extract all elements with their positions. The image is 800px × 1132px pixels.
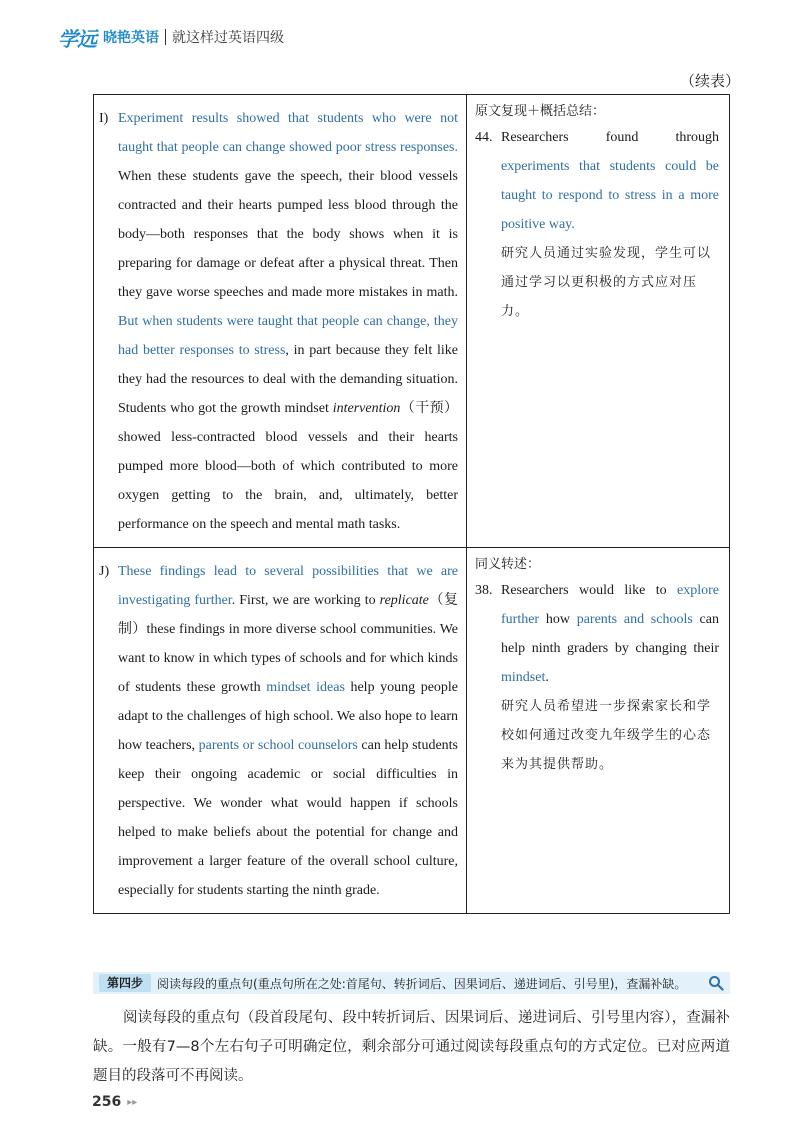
- highlighted-text: mindset: [501, 670, 546, 685]
- highlighted-text: These findings lead to several possibilities that we are investigating further: [118, 564, 458, 608]
- text-segment: how: [539, 612, 577, 627]
- paragraph-text: [94, 95, 466, 547]
- highlighted-text: explore further: [501, 583, 719, 627]
- body-paragraph: 阅读每段的重点句（段首段尾句、段中转折词后、因果词后、递进词后、引号里内容），查漏补缺。一般有7—8个左右句子可明确定位，剩余部分可通过阅读每段重点句的方式定位。已对应两道题目的段落可不再阅读。: [93, 1010, 730, 1084]
- continued-label: （续表）: [679, 72, 740, 90]
- text-segment: Researchers would like to: [501, 583, 678, 598]
- page-header: [58, 20, 284, 54]
- highlighted-text: experiments: [501, 159, 570, 174]
- question-statement: [475, 576, 719, 692]
- table-row: [94, 548, 730, 914]
- table-row: [94, 95, 730, 548]
- text-segment: . First, we are working to: [231, 593, 380, 608]
- highlighted-text: But when students were taught that people can change, they had better responses to stress: [118, 314, 458, 358]
- text-segment: Researchers found through: [501, 130, 719, 145]
- passage-cell: [94, 548, 467, 914]
- chinese-translation: 研究人员希望进一步探索家长和学校如何通过改变九年级学生的心态来为其提供帮助。: [501, 699, 712, 772]
- step-bar: [93, 972, 730, 994]
- paragraph-text: [94, 548, 466, 913]
- text-segment: When these students gave the speech, their blood vessels contracted and their hearts pumped less blood through the body—both responses that the body shows when it is preparing for damage or defeat after a physical threat. Then they gave worse speeches and made more mistakes in math.: [118, 169, 458, 300]
- page-arrows-icon: ▸▸: [127, 1096, 138, 1108]
- text-segment: .: [545, 670, 549, 685]
- analysis-heading: 原文复现＋概括总结：: [475, 104, 606, 119]
- text-segment: （干预）showed less-contracted blood vessels and their hearts pumped more blood—both of which contributed to more oxygen getting to the brain, and, ultimately, better performance on the speech and mental math tasks.: [118, 401, 458, 532]
- highlighted-text: mindset ideas: [266, 680, 345, 695]
- step-instruction: 阅读每段的重点句(重点句所在之处:首尾句、转折词后、因果词后、递进词后、引号里)，查漏补缺。: [157, 976, 687, 991]
- analysis-cell: [467, 95, 730, 548]
- step-tag: 第四步: [99, 974, 151, 992]
- text-segment: can help ninth graders by changing their: [501, 612, 719, 656]
- text-segment: intervention: [332, 401, 401, 416]
- highlighted-text: Experiment results showed that students who were not taught that people can change showed poor stress responses.: [118, 111, 458, 155]
- header-divider: [165, 29, 166, 45]
- highlighted-text: parents and schools: [576, 612, 693, 627]
- page-footer: [92, 1094, 137, 1110]
- analysis-cell: [467, 548, 730, 914]
- passage-cell: [94, 95, 467, 548]
- analysis-heading: 同义转述：: [475, 557, 541, 572]
- text-segment: help young people adapt to the challenges of high school. We also hope to learn how teachers,: [118, 680, 459, 753]
- passage-table: [93, 94, 730, 914]
- highlighted-text: parents or school counselors: [198, 738, 358, 753]
- page-number: 256: [92, 1094, 122, 1110]
- question-statement: [475, 123, 719, 239]
- question-number: 44.: [475, 130, 493, 145]
- paragraph-label: I): [99, 111, 109, 126]
- text-segment: can help students keep their ongoing academic or social difficulties in perspective. We wonder what would happen if schools helped to make beliefs about the potential for change and improvement a larger feature of the overall school culture, especially for students starting the ninth grade.: [118, 738, 458, 898]
- paragraph-label: J): [99, 564, 110, 579]
- text-segment: （复制）these findings in more diverse school communities. We want to know in which types of schools and for which kinds of students these growth: [118, 593, 458, 695]
- logo-subtitle: 晓艳英语: [103, 30, 159, 46]
- text-segment: , in part because they felt like they had the resources to deal with the demanding situation. Students who got the growth mindset: [118, 343, 458, 416]
- question-number: 38.: [475, 583, 493, 598]
- logo-mark: 学远: [58, 26, 96, 51]
- search-icon: [708, 975, 724, 991]
- brand-logo: [58, 23, 159, 52]
- chinese-translation: 研究人员通过实验发现，学生可以通过学习以更积极的方式应对压力。: [501, 246, 712, 319]
- book-title: 就这样过英语四级: [172, 30, 284, 46]
- highlighted-text: that students could be taught to respond to stress in a more positive way.: [501, 159, 719, 232]
- text-segment: replicate: [379, 593, 429, 608]
